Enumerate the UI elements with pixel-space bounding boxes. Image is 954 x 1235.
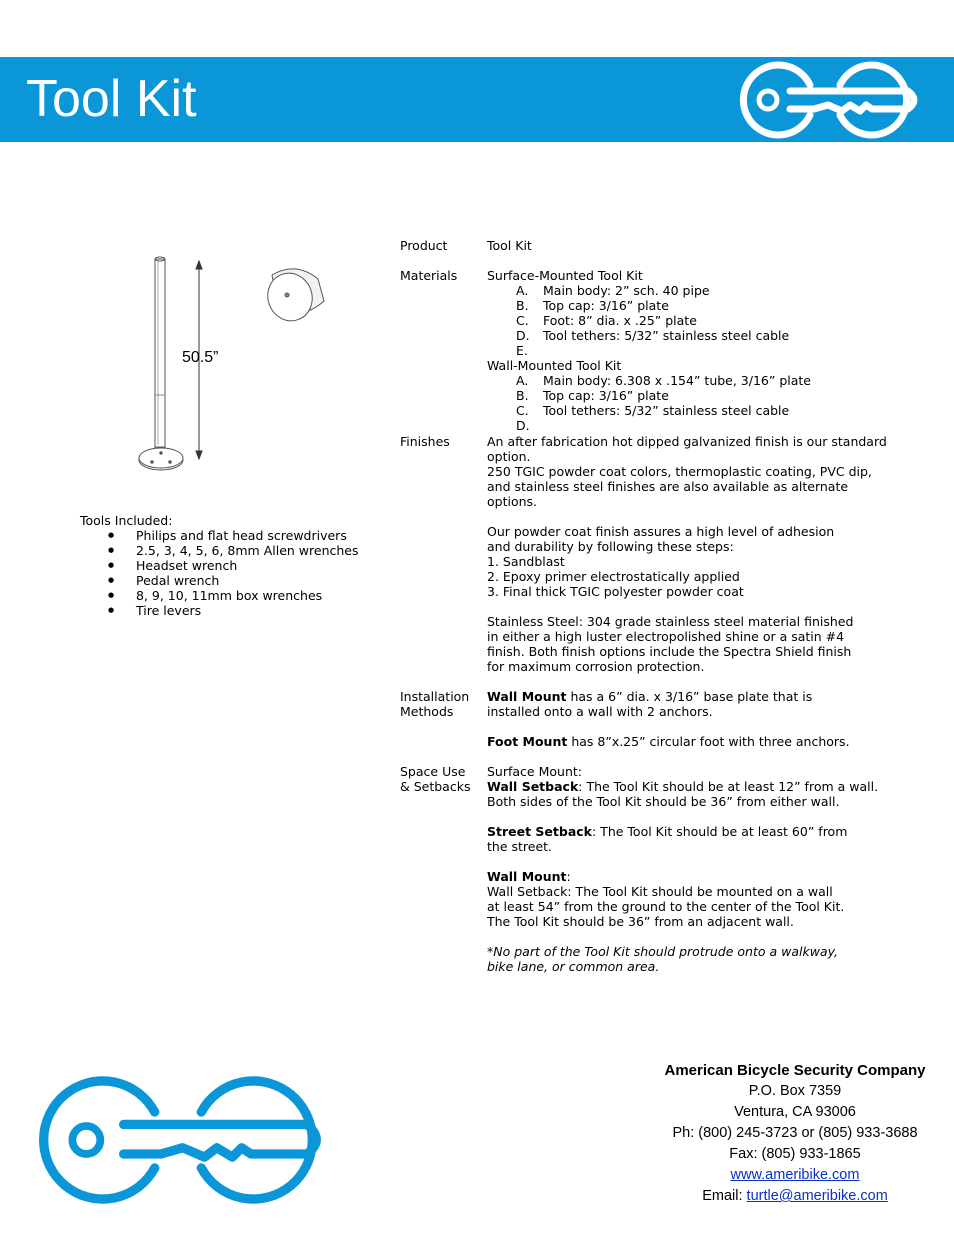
finishes-line: options. <box>487 494 538 509</box>
street-setback-cont: the street. <box>487 839 553 854</box>
email-line: Email: turtle@ameribike.com <box>702 1188 888 1204</box>
spec-label: Installation Methods <box>400 689 470 719</box>
wall-mount-line: at least 54” from the ground to the center of the Tool Kit. <box>487 899 845 914</box>
finishes-line: finish. Both finish options include the Spectra Shield finish <box>487 644 852 659</box>
finishes-line: Stainless Steel: 304 grade stainless steel material finished <box>487 614 854 629</box>
po-box: P.O. Box 7359 <box>748 1083 842 1099</box>
bicycle-key-logo-icon <box>18 1068 338 1212</box>
bicycle-key-logo-icon <box>722 59 928 141</box>
header-banner <box>0 57 954 142</box>
spec-row-space-use <box>400 764 910 974</box>
spec-table <box>400 238 910 974</box>
finishes-line: An after fabrication hot dipped galvanized finish is our standard <box>487 434 887 449</box>
finishes-line: and durability by following these steps: <box>487 539 734 554</box>
city: Ventura, CA 93006 <box>734 1104 856 1120</box>
spec-label: Product <box>400 238 448 253</box>
spec-value <box>487 268 910 433</box>
finishes-line: and stainless steel finishes are also available as alternate <box>487 479 849 494</box>
list-item: B. Top cap: 3/16” plate <box>516 298 669 313</box>
list-item: C. Foot: 8” dia. x .25” plate <box>516 313 697 328</box>
tools-included-heading: Tools Included: <box>80 513 173 528</box>
page-title: Tool Kit <box>26 70 197 128</box>
list-item: ● Tire levers <box>108 603 359 618</box>
protrusion-note: *No part of the Tool Kit should protrude onto a walkway, bike lane, or common area. <box>487 944 838 974</box>
wall-mount-line: The Tool Kit should be 36” from an adjacent wall. <box>487 914 794 929</box>
spec-row-finishes <box>400 434 910 674</box>
installation-wall-mount: Wall Mount has a 6” dia. x 3/16” base plate that is <box>487 689 813 704</box>
foot-plate-drawing <box>260 257 330 327</box>
product-figure <box>130 245 340 485</box>
installation-wall-mount-cont: installed onto a wall with 2 anchors. <box>487 704 713 719</box>
spec-value <box>487 764 910 974</box>
materials-wall-heading: Wall-Mounted Tool Kit <box>487 358 622 373</box>
list-item: ● 2.5, 3, 4, 5, 6, 8mm Allen wrenches <box>108 543 359 558</box>
list-item: ● Headset wrench <box>108 558 359 573</box>
materials-surface-heading: Surface-Mounted Tool Kit <box>487 268 643 283</box>
list-item: A. Main body: 2” sch. 40 pipe <box>516 283 710 298</box>
spec-row-materials <box>400 268 910 433</box>
spec-row-installation <box>400 689 910 749</box>
phone: Ph: (800) 245-3723 or (805) 933-3688 <box>672 1125 918 1141</box>
finishes-line: 2. Epoxy primer electrostatically applied <box>487 569 740 584</box>
finishes-line: option. <box>487 449 531 464</box>
wall-mount-heading: Wall Mount: <box>487 869 571 884</box>
fax: Fax: (805) 933-1865 <box>729 1146 861 1162</box>
spec-value: Tool Kit <box>487 238 532 253</box>
list-item: ● 8, 9, 10, 11mm box wrenches <box>108 588 359 603</box>
wall-mount-line: Wall Setback: The Tool Kit should be mounted on a wall <box>487 884 833 899</box>
street-setback: Street Setback: The Tool Kit should be at least 60” from <box>487 824 848 839</box>
list-item: ● Pedal wrench <box>108 573 359 588</box>
website-link[interactable]: www.ameribike.com <box>730 1167 860 1183</box>
list-item: B. Top cap: 3/16” plate <box>516 388 669 403</box>
finishes-line: 250 TGIC powder coat colors, thermoplastic coating, PVC dip, <box>487 464 872 479</box>
finishes-line: for maximum corrosion protection. <box>487 659 705 674</box>
list-item: E. <box>516 343 528 358</box>
installation-foot-mount: Foot Mount has 8”x.25” circular foot with three anchors. <box>487 734 850 749</box>
tools-list <box>108 528 359 618</box>
spec-row-product <box>400 238 910 253</box>
height-dimension-label: 50.5” <box>182 349 219 366</box>
spec-label: Space Use & Setbacks <box>400 764 471 794</box>
finishes-line: in either a high luster electropolished shine or a satin #4 <box>487 629 845 644</box>
surface-mount-heading: Surface Mount: <box>487 764 582 779</box>
tools-included-section <box>80 513 359 618</box>
list-item: C. Tool tethers: 5/32” stainless steel cable <box>516 403 790 418</box>
list-item: A. Main body: 6.308 x .154” tube, 3/16” plate <box>516 373 811 388</box>
wall-setback-cont: Both sides of the Tool Kit should be 36” from either wall. <box>487 794 840 809</box>
list-item: ● Philips and flat head screwdrivers <box>108 528 359 543</box>
wall-setback: Wall Setback: The Tool Kit should be at least 12” from a wall. <box>487 779 879 794</box>
list-item: D. <box>516 418 530 433</box>
list-item: D. Tool tethers: 5/32” stainless steel cable <box>516 328 790 343</box>
spec-label: Finishes <box>400 434 450 449</box>
spec-value <box>487 689 910 749</box>
contact-block <box>640 1060 950 1207</box>
finishes-line: 1. Sandblast <box>487 554 565 569</box>
spec-value <box>487 434 910 674</box>
spec-label: Materials <box>400 268 458 283</box>
email-link[interactable]: turtle@ameribike.com <box>746 1188 888 1204</box>
finishes-line: 3. Final thick TGIC polyester powder coat <box>487 584 744 599</box>
finishes-line: Our powder coat finish assures a high level of adhesion <box>487 524 835 539</box>
company-name: American Bicycle Security Company <box>664 1062 926 1079</box>
